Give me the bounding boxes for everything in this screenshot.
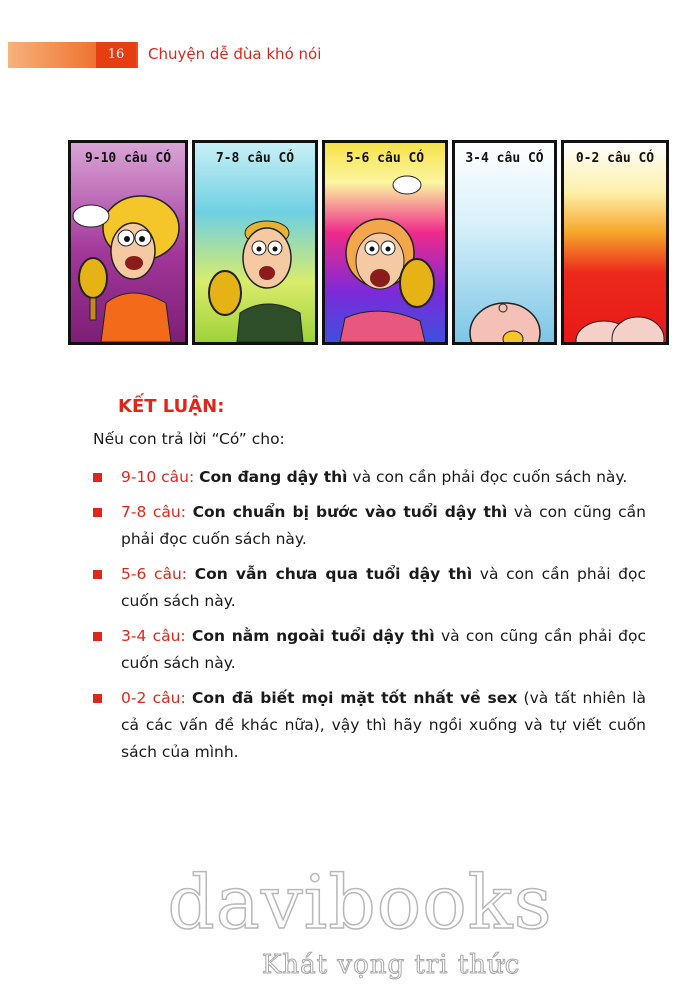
teen-girl-mirror-illustration (71, 143, 185, 342)
watermark-tagline: Khát vọng tri thức (262, 950, 521, 980)
bullet-square-icon (93, 508, 102, 517)
result-text: và con cũng cần phải đọc cuốn sách này. (121, 503, 646, 548)
teen-girl-pimples-illustration (325, 143, 445, 342)
panel-label: 5-6 câu CÓ (345, 151, 425, 166)
baby-bottom-illustration (564, 143, 666, 342)
bullet-square-icon (93, 694, 102, 703)
result-label: Con nằm ngoài tuổi dậy thì (191, 627, 435, 645)
book-title: Chuyện dễ đùa khó nói (148, 45, 322, 63)
panel-label: 7-8 câu CÓ (215, 151, 295, 166)
conclusion-list (93, 464, 646, 774)
list-item (93, 464, 646, 491)
comic-panel-1 (68, 140, 188, 345)
panel-label: 9-10 câu CÓ (84, 151, 172, 166)
answer-range: 9-10 câu: (121, 468, 195, 486)
result-text: và con cần phải đọc cuốn sách này. (347, 468, 628, 486)
page-number: 16 (96, 42, 136, 68)
baby-pacifier-illustration (455, 143, 554, 342)
page-header (0, 42, 700, 68)
answer-range: 7-8 câu: (121, 503, 186, 521)
answer-range: 3-4 câu: (121, 627, 186, 645)
result-text: và con cũng cần phải đọc cuốn sách này. (121, 627, 646, 672)
bullet-square-icon (93, 570, 102, 579)
list-item (93, 561, 646, 615)
bullet-square-icon (93, 632, 102, 641)
panel-label: 0-2 câu CÓ (575, 151, 655, 166)
bullet-square-icon (93, 473, 102, 482)
result-label: Con chuẩn bị bước vào tuổi dậy thì (192, 503, 508, 521)
comic-panel-5 (561, 140, 669, 345)
watermark-brand: davibooks (167, 860, 553, 946)
comic-panel-3 (322, 140, 448, 345)
result-text: và con cần phải đọc cuốn sách này. (121, 565, 647, 610)
list-item (93, 685, 646, 766)
result-label: Con đang dậy thì (199, 468, 348, 486)
answer-range: 5-6 câu: (121, 565, 188, 583)
comic-panel-2 (192, 140, 318, 345)
comic-strip (68, 140, 676, 350)
result-label: Con đã biết mọi mặt tốt nhất về sex (192, 689, 518, 707)
result-label: Con vẫn chưa qua tuổi dậy thì (194, 565, 473, 583)
list-item (93, 623, 646, 677)
comic-panel-4 (452, 140, 557, 345)
list-item (93, 499, 646, 553)
conclusion-title: KẾT LUẬN: (118, 396, 225, 417)
teen-boy-mirror-illustration (195, 143, 315, 342)
panel-label: 3-4 câu CÓ (465, 151, 544, 166)
intro-text: Nếu con trả lời “Có” cho: (93, 430, 285, 448)
answer-range: 0-2 câu: (121, 689, 186, 707)
result-text: (và tất nhiên là cả các vấn đề khác nữa), vậy thì hãy ngồi xuống và tự viết cuốn sách của mình. (121, 689, 646, 761)
